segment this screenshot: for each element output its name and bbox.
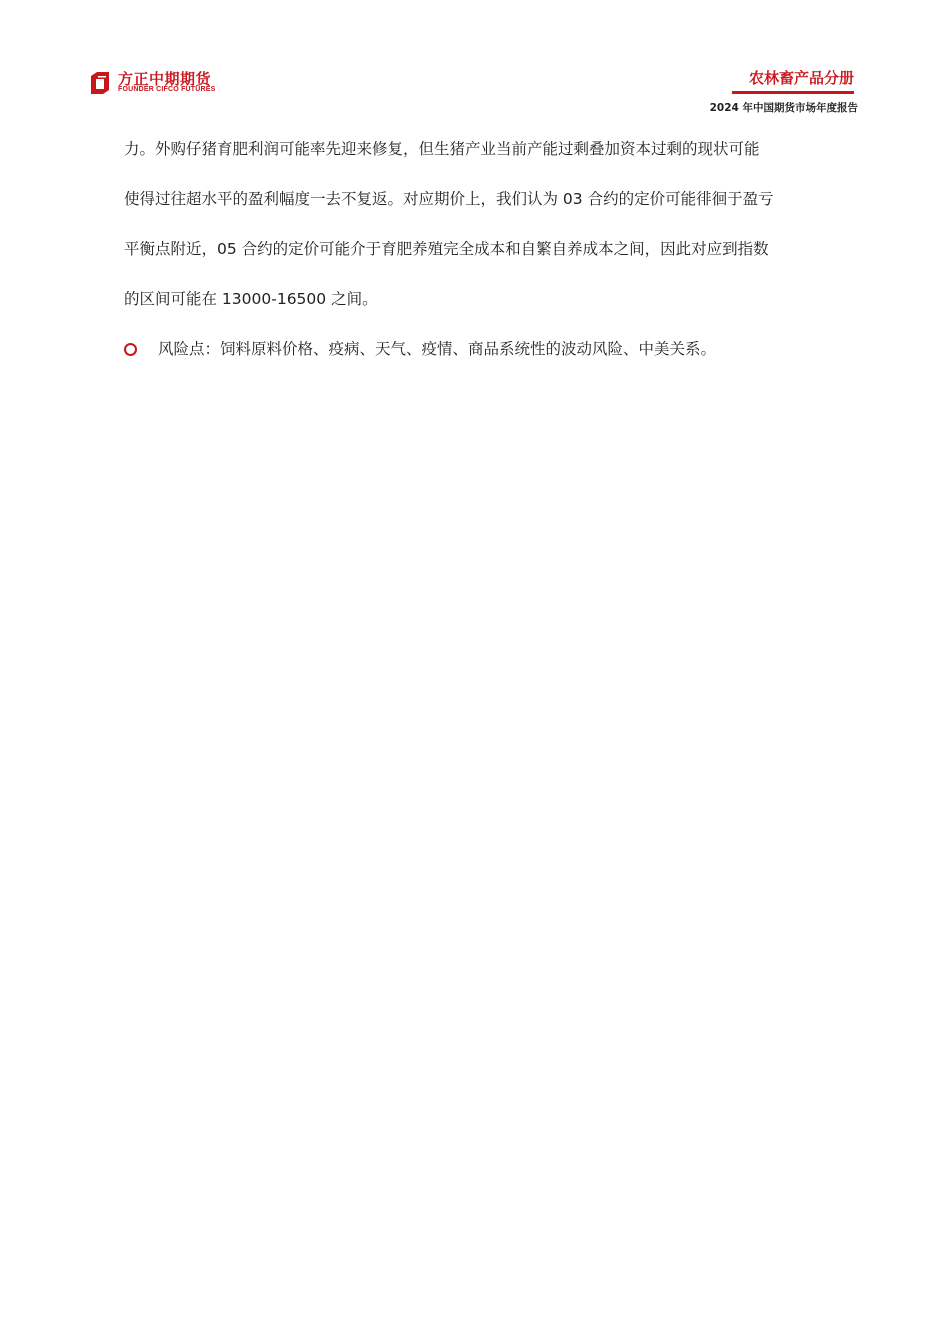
risk-points-item — [124, 330, 860, 370]
logo-name-cn: 方正中期期货 — [118, 70, 212, 88]
booklet-title: 农林畜产品分册 — [748, 69, 854, 87]
paragraph-line: 平衡点附近，05 合约的定价可能介于育肥养殖完全成本和自繁自养成本之间，因此对应到指数 — [124, 240, 769, 258]
header-divider — [732, 91, 854, 94]
body-paragraph — [124, 124, 860, 324]
report-title: 2024 年中国期货市场年度报告 — [709, 102, 858, 114]
circle-bullet-icon — [124, 343, 137, 356]
paragraph-line: 使得过往超水平的盈利幅度一去不复返。对应期价上，我们认为 03 合约的定价可能徘徊于盈亏 — [124, 190, 774, 208]
risk-points-text: 风险点：饲料原料价格、疫病、天气、疫情、商品系统性的波动风险、中美关系。 — [158, 340, 717, 358]
paragraph-line: 力。外购仔猪育肥利润可能率先迎来修复，但生猪产业当前产能过剩叠加资本过剩的现状可能 — [124, 140, 760, 158]
page-header — [0, 0, 950, 120]
founder-logo-icon — [88, 70, 112, 94]
page-content — [124, 124, 860, 370]
logo-name-en: FOUNDER CIFCO FUTURES — [118, 86, 216, 93]
paragraph-line: 的区间可能在 13000-16500 之间。 — [124, 290, 378, 308]
company-logo — [88, 68, 228, 98]
